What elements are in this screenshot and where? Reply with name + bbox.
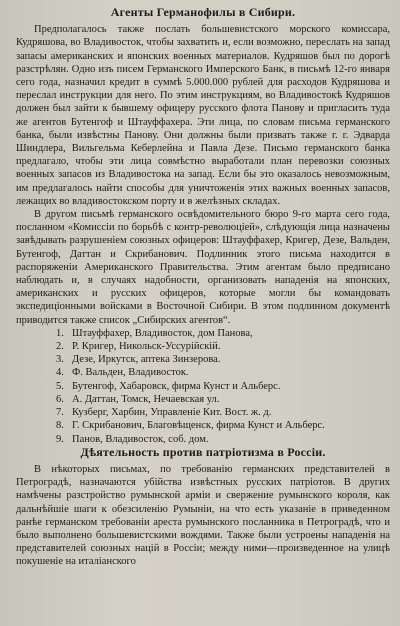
list-item: 6. А. Даттан, Томск, Нечаевская ул.	[56, 393, 220, 405]
list-item: 3. Дезе, Иркутск, аптека Зинзерова.	[56, 354, 221, 366]
paragraph-bureau-letter: В другом письмѣ германского освѣдомительного бюро 9-го марта сего года, посланном «Комиссіи по борьбѣ с контр-революціей», слѣдующія лица назначены завѣдывать разрушеніем союзных офицеров: Штауффахер, Кригер, Дезе, Вальден, Бутенгоф, Даттан и Скрибанович. Подлинник этого письма находится в распоряженіи Американского Правительства. Этим агентам было предписано наблюдать и, в случаях надобности, организовать нападенія на японских, американских и русских офицеров, которые могли бы командовать экспедиціонными войсками в Восточной Сибири. В этом подлинном документѣ приводится также список „Сибирских агентов“.	[16, 209, 390, 326]
list-item: 1. Штауффахер, Владивосток, дом Панова,	[56, 327, 253, 339]
list-item: 4. Ф. Вальден, Владивосток.	[56, 367, 189, 379]
list-item: 9. Панов, Владивосток, соб. дом.	[56, 433, 209, 445]
list-item: 2. Р. Кригер, Никольск-Уссурійскій.	[56, 341, 221, 353]
section-heading-patriotism: Дѣятельность против патріотизма в Россіи.	[80, 444, 326, 459]
paragraph-assassinations: В нѣкоторых письмах, по требованію германских представителей в Петроградѣ, назначаются убійства извѣстных русских патріотов. В других намѣчены разстройство румынской арміи и свержение румынского короля, как дальнѣйшіе шаги к обезсиленію Румыніи, на что есть указаніе в приведенном ранѣе германском требованіи ареста румынского посланника в Петроградѣ, что и было выполнено большевистскими вождями. Также были устроены нападенія на представителей союзных націй в Россіи; между ними—произведенное на улицѣ покушеніе на италіанского	[16, 463, 390, 568]
list-item: 5. Бутенгоф, Хабаровск, фирма Кунст и Альберс.	[56, 380, 281, 392]
paragraph-kudryashov: Предполагалось также послать большевистского морского комиссара, Кудряшова, во Владивосток, чтобы захватить и, если возможно, переслать на запад запасы американских и японских военных материалов. Кудряшов был по дорогѣ разстрѣлян. Одно изъ писем Германского Имперского Банк, в письмѣ 12-го января сего года, назначил кредит в суммѣ 5.000.000 рублей для расходов Кудряшова и переслал инструкции для него. По этим инструкциям, во Владивостокѣ Кудряшов должен был зайти к бывшему офицеру русского флота Панову и пригласить туда же агентов Бутенгоф и Штауффахера. Эти лица, по словам письма германского банка, были извѣстны Панову. Они должны были призвать также г. г. Эдварда Шиндлера, Вильгельма Кеберлейна и Павла Дезе. Письмо германского банка предлагало, чтобы эти лица совмѣстно выработали план перевозки союзных военных запасов из Владивостока на запад. Если бы это оказалось невозможным, им предлагалось найти способы для уничтоженія этих важных военных запасов, лежащих во владивостокском порту и в желѣзных складах.	[16, 24, 390, 207]
agents-list	[16, 327, 390, 446]
list-item: 8. Г. Скрибанович, Благовѣщенск, фирма Кунст и Альберс.	[56, 420, 325, 432]
section-heading-agents: Агенты Германофилы в Сибири.	[110, 5, 296, 19]
list-item: 7. Кузберг, Харбин, Управленіе Кит. Вост. ж. д.	[56, 407, 272, 419]
